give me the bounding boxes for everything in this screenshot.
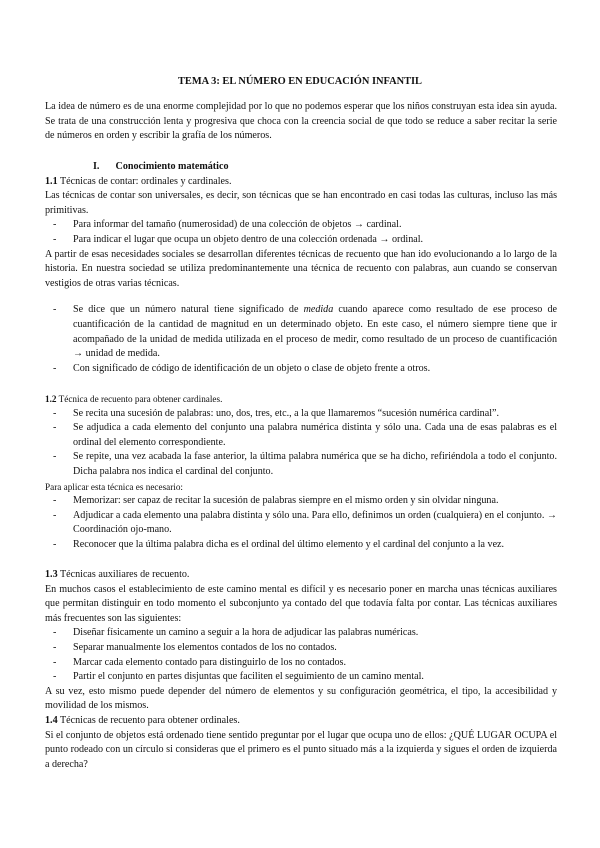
list-item: - Se repite, una vez acabada la fase anterior, la última palabra numérica que se ha dicho, refiriéndola a todo el conjunto. Dicha palabra nos indica el cardinal del conjunto.: [53, 451, 557, 477]
subsection-title: Técnicas de contar: ordinales y cardinales.: [59, 175, 232, 187]
paragraph: A su vez, esto mismo puede depender del número de elementos y su configuración geométrica, el tipo, la accesibilidad y movilidad de los mismos.: [45, 685, 557, 712]
page-title: TEMA 3: EL NÚMERO EN EDUCACIÓN INFANTIL: [177, 76, 422, 87]
subsection-number: 1.4: [45, 714, 58, 726]
subsection-1-2-heading: [45, 392, 557, 407]
list-item: - Se dice que un número natural tiene significado de medida cuando aparece como resultado de ese proceso de cuantificación de la cantidad de magnitud en un determinado objeto. En este caso, el número siempre tiene que ir acompañado de la unidad de medida utilizada en el proceso de medir, como resultado de un proceso de cuantificación → unidad de medida.: [53, 304, 557, 360]
subsection-1-2: [45, 392, 557, 553]
subsection-number: 1.3: [45, 569, 58, 580]
list-item: - Con significado de código de identificación de un objeto o clase de objeto frente a otros.: [53, 362, 431, 374]
section-heading: [45, 160, 557, 175]
list-item: - Adjudicar a cada elemento una palabra distinta y sólo una. Para ello, definimos un orden (cualquiera) en el conjunto. → Coordinación ojo-mano.: [53, 509, 557, 536]
list-item: - Se recita una sucesión de palabras: uno, dos, tres, etc., a la que llamaremos “sucesión numérica cardinal”.: [53, 407, 500, 419]
bullet-list: [45, 407, 557, 480]
subsection-1-3-heading: [45, 568, 557, 583]
bullet-list: [45, 626, 557, 684]
section-1: [45, 160, 557, 376]
section-number: I.: [93, 161, 100, 172]
intro-text: La idea de número es de una enorme complejidad por lo que no podemos esperar que los niños construyan esta idea sin ayuda. Se trata de una construcción lenta y progresiva que choca con la creencia social de que todo se reduce a saber recitar la serie de números en orden y escribir la grafía de los números.: [45, 101, 557, 142]
list-item: - Marcar cada elemento contado para distinguirlo de los no contados.: [53, 656, 346, 668]
paragraph: Para aplicar esta técnica es necesario:: [45, 481, 183, 492]
list-item: - Para indicar el lugar que ocupa un objeto dentro de una colección ordenada → ordinal.: [53, 233, 424, 245]
list-item: - Memorizar: ser capaz de recitar la sucesión de palabras siempre en el mismo orden y sin olvidar ninguna.: [53, 495, 499, 507]
subsection-number: 1.2: [45, 394, 57, 404]
list-item: - Reconocer que la última palabra dicha es el ordinal del último elemento y el cardinal del conjunto a la vez.: [53, 538, 505, 550]
intro-paragraph: [45, 100, 557, 144]
paragraph: Si el conjunto de objetos está ordenado tiene sentido preguntar por el lugar que ocupa uno de ellos: ¿QUÉ LUGAR OCUPA el punto rodeado con un círculo si consideras que el primero es el punto situado más a la izquierda y sigues el orden de izquierda a derecha?: [45, 729, 557, 770]
bullet-list: [45, 303, 557, 376]
subsection-title: Técnica de recuento para obtener cardinales.: [58, 394, 223, 404]
subsection-1-3: [45, 568, 557, 772]
subsection-1-1-heading: [45, 175, 557, 190]
list-item: - Separar manualmente los elementos contados de los no contados.: [53, 641, 337, 653]
subsection-title: Técnicas auxiliares de recuento.: [59, 569, 190, 580]
paragraph: A partir de esas necesidades sociales se desarrollan diferentes técnicas de recuento que han ido evolucionando a lo largo de la historia. En nuestra sociedad se utiliza predominantemente una técnica de recuento con palabras, aun cuando se conservan vestigios de otras varias técnicas.: [45, 248, 557, 289]
paragraph: En muchos casos el establecimiento de este camino mental es difícil y es necesario poner en marcha unas técnicas auxiliares que permitan distinguir en todo momento el subconjunto ya contado del que todavía falta por contar. Las técnicas auxiliares más frecuentes son las siguientes:: [45, 583, 557, 624]
bullet-list: [45, 218, 557, 247]
subsection-1-4-heading: [45, 714, 557, 729]
list-item: - Diseñar físicamente un camino a seguir a la hora de adjudicar las palabras numéricas.: [53, 627, 419, 639]
list-item: - Partir el conjunto en partes disjuntas que faciliten el seguimiento de un camino mental.: [53, 671, 424, 683]
bullet-list: [45, 494, 557, 552]
subsection-title: Técnicas de recuento para obtener ordinales.: [59, 714, 240, 726]
list-item: - Para informar del tamaño (numerosidad) de una colección de objetos → cardinal.: [53, 219, 402, 231]
subsection-number: 1.1: [45, 175, 58, 187]
list-item: - Se adjudica a cada elemento del conjunto una palabra numérica distinta y sólo una. Cada una de esas palabras es el ordinal del elemento correspondiente.: [53, 422, 557, 448]
paragraph: Las técnicas de contar son universales, es decir, son técnicas que se han encontrado en casi todas las culturas, incluso las más primitivas.: [45, 190, 557, 216]
section-title: Conocimiento matemático: [115, 161, 229, 172]
